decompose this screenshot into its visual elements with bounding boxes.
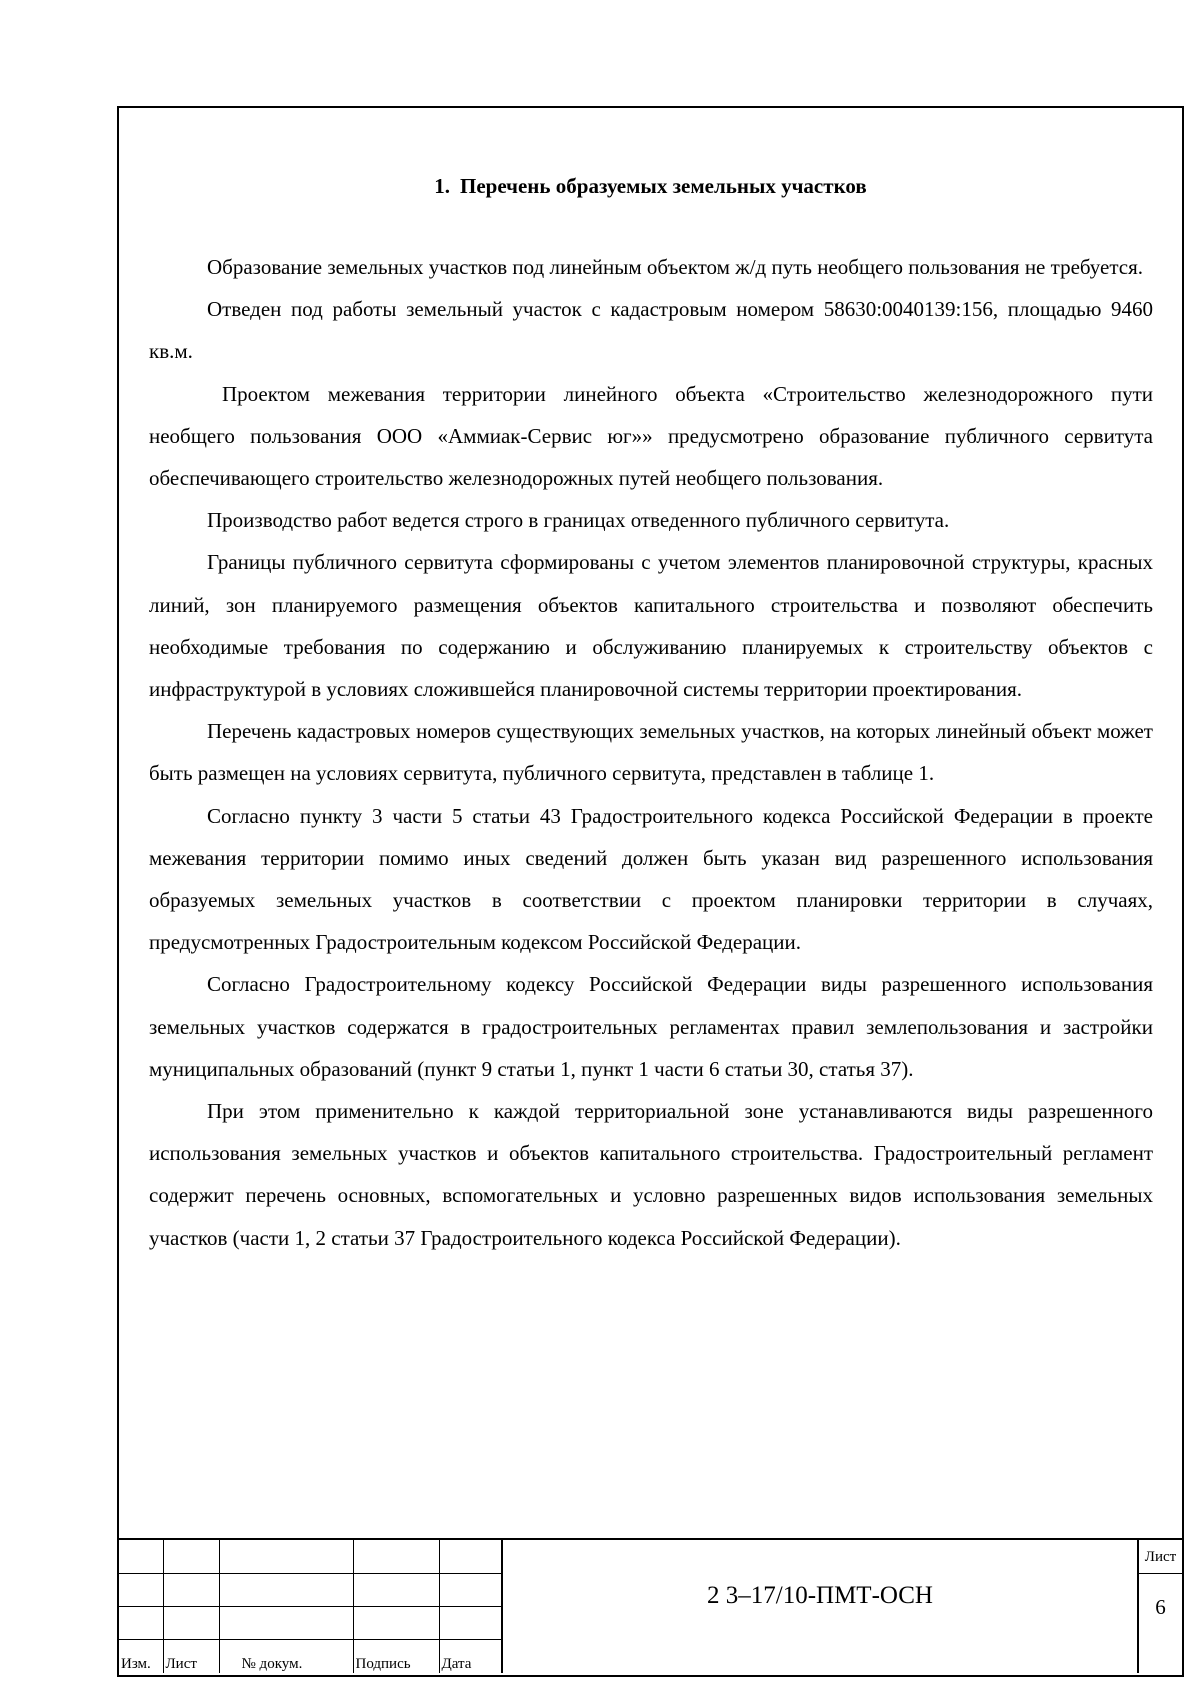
paragraph: Образование земельных участков под линейным объектом ж/д путь необщего пользования не требуется. (207, 255, 1143, 279)
sheet-number: 6 (1155, 1595, 1166, 1619)
document-code: 2 3–17/10-ПМТ-ОСН (707, 1582, 933, 1609)
revision-cell (353, 1573, 439, 1606)
title-block (119, 1538, 1182, 1675)
sheet-cell (1139, 1540, 1182, 1673)
page-frame (117, 106, 1184, 1677)
izm-label: Изм. (119, 1640, 163, 1673)
revision-cell (353, 1540, 439, 1573)
list-label: Лист (163, 1640, 219, 1673)
revision-cell (119, 1607, 163, 1640)
revision-cell (163, 1540, 219, 1573)
revision-cell (163, 1573, 219, 1606)
paragraph: Производство работ ведется строго в границах отведенного публичного сервитута. (207, 508, 950, 533)
body-text (149, 246, 1153, 1259)
revision-cell (119, 1540, 163, 1573)
revision-cell (439, 1573, 501, 1606)
paragraph: Перечень кадастровых номеров существующих земельных участков, на которых линейный объект может быть размещен на условиях сервитута, публичного сервитута, представлен в таблице 1. (149, 719, 1153, 786)
revision-row (119, 1573, 501, 1606)
date-label: Дата (439, 1640, 501, 1673)
paragraph: Отведен под работы земельный участок с кадастровым номером 58630:0040139:156, площадью 9460 кв.м. (149, 297, 1153, 364)
paragraph: Согласно Градостроительному кодексу Российской Федерации виды разрешенного использования земельных участков содержатся в градостроительных регламентах правил землепользования и застройки муниципальных образований (пункт 9 статьи 1, пункт 1 части 6 статьи 30, статья 37). (149, 972, 1153, 1081)
revision-cell (439, 1607, 501, 1640)
doc-number-label: № докум. (219, 1640, 353, 1673)
stamp-header-row (119, 1640, 501, 1673)
revision-cell (353, 1607, 439, 1640)
paragraph: Границы публичного сервитута сформированы с учетом элементов планировочной структуры, красных линий, зон планируемого размещения объектов капитального строительства и позволяют обеспечить необходимые требования по содержанию и обслуживанию планируемых к строительству объектов с инфраструктурой в условиях сложившейся планировочной системы территории проектирования. (149, 550, 1153, 702)
section-heading (119, 174, 1182, 199)
revision-row (119, 1607, 501, 1640)
section-title: Перечень образуемых земельных участков (460, 174, 867, 198)
section-number: 1. (434, 174, 451, 198)
sheet-label: Лист (1139, 1540, 1182, 1574)
revision-cell (219, 1573, 353, 1606)
revision-cell (219, 1607, 353, 1640)
revision-cell (219, 1540, 353, 1573)
revision-cell (119, 1573, 163, 1606)
paragraph: Согласно пункту 3 части 5 статьи 43 Градостроительного кодекса Российской Федерации в проекте межевания территории помимо иных сведений должен быть указан вид разрешенного использования образуемых земельных участков в соответствии с проектом планировки территории в случаях, предусмотренных Градостроительным кодексом Российской Федерации. (149, 803, 1153, 955)
paragraph: При этом применительно к каждой территориальной зоне устанавливаются виды разрешенного использования земельных участков и объектов капитального строительства. Градостроительный регламент содержит перечень основных, вспомогательных и условно разрешенных видов использования земельных участков (части 1, 2 статьи 37 Градостроительного кодекса Российской Федерации). (149, 1099, 1153, 1250)
revision-cell (439, 1540, 501, 1573)
revision-table (119, 1540, 502, 1673)
paragraph: Проектом межевания территории линейного объекта «Строительство железнодорожного пути необщего пользования ООО «Аммиак-Сервис юг»» предусмотрено образование публичного сервитута обеспечивающего строительство железнодорожных путей необщего пользования. (149, 381, 1153, 491)
signature-label: Подпись (353, 1640, 439, 1673)
revision-row (119, 1540, 501, 1573)
revision-cell (163, 1607, 219, 1640)
document-code-cell (501, 1540, 1139, 1673)
